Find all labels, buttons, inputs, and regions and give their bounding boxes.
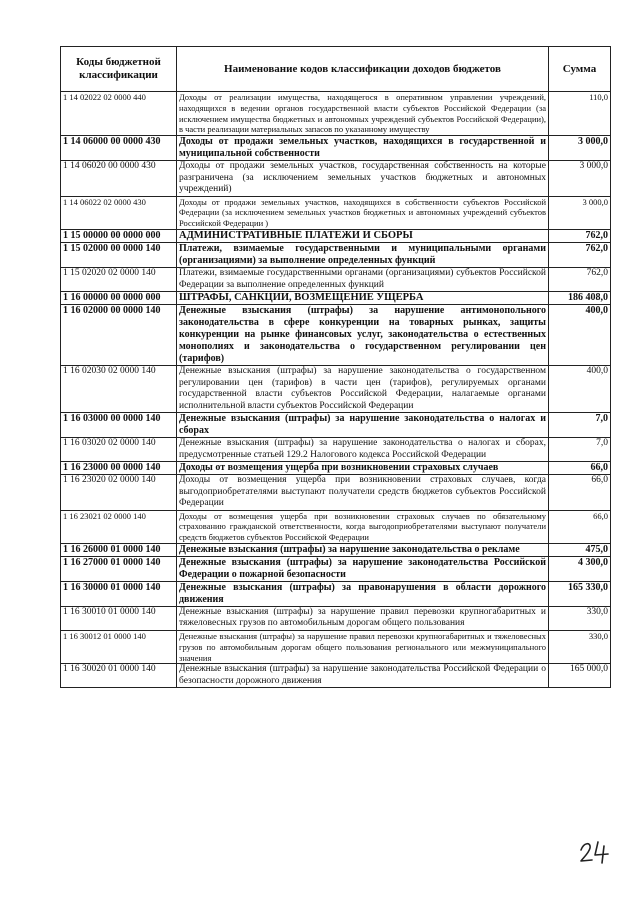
table-row (61, 438, 611, 462)
row-name: Доходы от возмещения ущерба при возникновении страховых случаев, когда выгодоприобретателями выступают получатели средств бюджетов субъектов Российской Федерации (177, 475, 549, 511)
row-code: 1 16 00000 00 0000 000 (61, 292, 177, 305)
header-sum: Сумма (549, 47, 611, 92)
row-name: Денежные взыскания (штрафы) за правонарушения в области дорожного движения (177, 581, 549, 606)
row-name: Денежные взыскания (штрафы) за нарушение законодательства о налогах и сборах (177, 413, 549, 438)
row-code: 1 16 23021 02 0000 140 (61, 510, 177, 543)
table-header-row (61, 47, 611, 92)
table-row (61, 462, 611, 475)
row-sum: 3 000,0 (549, 161, 611, 197)
row-sum: 66,0 (549, 510, 611, 543)
row-name: Платежи, взимаемые государственными органами (организациями) субъектов Российской Федерации за выполнение определенных функций (177, 268, 549, 292)
row-name: Доходы от возмещения ущерба при возникновении страховых случаев по обязательному страхованию гражданской ответственности, когда выгодоприобретателями выступают получатели средств бюджетов субъектов Российской Федерации (177, 510, 549, 543)
row-sum: 330,0 (549, 606, 611, 630)
row-name: Денежные взыскания (штрафы) за нарушение законодательства Российской Федерации о безопасности дорожного движения (177, 664, 549, 688)
row-code: 1 16 26000 01 0000 140 (61, 543, 177, 556)
row-name: Доходы от продажи земельных участков, находящихся в собственности субъектов Российской Федерации (за исключением земельных участков бюджетных и автономных учреждений субъектов Российской Федерации ) (177, 196, 549, 229)
row-code: 1 16 02030 02 0000 140 (61, 366, 177, 413)
table-row (61, 92, 611, 136)
row-sum: 400,0 (549, 305, 611, 366)
row-name: Денежные взыскания (штрафы) за нарушение правил перевозки крупногабаритных и тяжеловесных грузов по автомобильным дорогам общего пользования регионального или межмуниципального значения (177, 630, 549, 663)
row-code: 1 16 02000 00 0000 140 (61, 305, 177, 366)
row-name: Платежи, взимаемые государственными и муниципальными органами (организациями) за выполнение определенных функций (177, 243, 549, 268)
row-name: Денежные взыскания (штрафы) за нарушение законодательства о налогах и сборах, предусмотренные статьей 129.2 Налогового кодекса Российской Федерации (177, 438, 549, 462)
table-row (61, 664, 611, 688)
row-code: 1 16 23000 00 0000 140 (61, 462, 177, 475)
revenue-classification-table (60, 46, 611, 688)
table-row (61, 196, 611, 229)
row-name: Денежные взыскания (штрафы) за нарушение правил перевозки крупногабаритных и тяжеловесных грузов по автомобильным дорогам общего пользования (177, 606, 549, 630)
handwritten-page-number (578, 838, 612, 864)
table-row (61, 630, 611, 663)
table-row (61, 292, 611, 305)
row-code: 1 14 02022 02 0000 440 (61, 92, 177, 136)
row-name: Доходы от продажи земельных участков, находящихся в государственной и муниципальной собственности (177, 136, 549, 161)
row-code: 1 14 06000 00 0000 430 (61, 136, 177, 161)
table-row (61, 510, 611, 543)
row-sum: 330,0 (549, 630, 611, 663)
table-row (61, 268, 611, 292)
table-row (61, 543, 611, 556)
row-sum: 7,0 (549, 413, 611, 438)
row-code: 1 16 30010 01 0000 140 (61, 606, 177, 630)
row-sum: 3 000,0 (549, 136, 611, 161)
row-code: 1 16 30020 01 0000 140 (61, 664, 177, 688)
row-sum: 165 330,0 (549, 581, 611, 606)
row-sum: 762,0 (549, 268, 611, 292)
row-code: 1 15 00000 00 0000 000 (61, 230, 177, 243)
row-sum: 3 000,0 (549, 196, 611, 229)
row-sum: 400,0 (549, 366, 611, 413)
row-code: 1 16 30012 01 0000 140 (61, 630, 177, 663)
row-sum: 762,0 (549, 243, 611, 268)
row-sum: 762,0 (549, 230, 611, 243)
row-name: Доходы от продажи земельных участков, государственная собственность на которые разграничена (за исключением земельных участков бюджетных и автономных учреждений) (177, 161, 549, 197)
table-row (61, 243, 611, 268)
row-code: 1 16 03020 02 0000 140 (61, 438, 177, 462)
table-row (61, 305, 611, 366)
row-code: 1 16 30000 01 0000 140 (61, 581, 177, 606)
table-row (61, 475, 611, 511)
row-sum: 4 300,0 (549, 556, 611, 581)
row-name: Доходы от реализации имущества, находящегося в оперативном управлении учреждений, находящихся в ведении органов государственной власти субъектов Российской Федерации (за исключением имущества бюджетных и автономных учреждений субъектов Российской Федерации), в части реализации материальных запасов по указанному имуществу (177, 92, 549, 136)
row-code: 1 15 02000 00 0000 140 (61, 243, 177, 268)
row-name: ШТРАФЫ, САНКЦИИ, ВОЗМЕЩЕНИЕ УЩЕРБА (177, 292, 549, 305)
row-name: АДМИНИСТРАТИВНЫЕ ПЛАТЕЖИ И СБОРЫ (177, 230, 549, 243)
table-row (61, 581, 611, 606)
row-code: 1 16 23020 02 0000 140 (61, 475, 177, 511)
row-name: Денежные взыскания (штрафы) за нарушение законодательства Российской Федерации о пожарной безопасности (177, 556, 549, 581)
table-row (61, 413, 611, 438)
row-sum: 66,0 (549, 462, 611, 475)
row-code: 1 16 27000 01 0000 140 (61, 556, 177, 581)
table-row (61, 366, 611, 413)
row-name: Денежные взыскания (штрафы) за нарушение антимонопольного законодательства в сфере конкуренции на товарных рынках, защиты конкуренции на рынке финансовых услуг, законодательства о естественных монополиях и законодательства о государственном регулировании цен (тарифов) (177, 305, 549, 366)
header-code: Коды бюджетной классификации (61, 47, 177, 92)
row-code: 1 14 06020 00 0000 430 (61, 161, 177, 197)
table-row (61, 606, 611, 630)
table-row (61, 161, 611, 197)
row-name: Денежные взыскания (штрафы) за нарушение законодательства о рекламе (177, 543, 549, 556)
row-sum: 110,0 (549, 92, 611, 136)
row-name: Доходы от возмещения ущерба при возникновении страховых случаев (177, 462, 549, 475)
row-code: 1 16 03000 00 0000 140 (61, 413, 177, 438)
row-sum: 186 408,0 (549, 292, 611, 305)
row-sum: 7,0 (549, 438, 611, 462)
row-code: 1 14 06022 02 0000 430 (61, 196, 177, 229)
table-row (61, 230, 611, 243)
row-code: 1 15 02020 02 0000 140 (61, 268, 177, 292)
table-row (61, 556, 611, 581)
row-sum: 475,0 (549, 543, 611, 556)
row-name: Денежные взыскания (штрафы) за нарушение законодательства о государственном регулировании цен (тарифов) в части цен (тарифов), регулируемых органами государственной власти субъектов Российской Федерации, налагаемые органами исполнительной власти субъектов Российской Федерации (177, 366, 549, 413)
row-sum: 66,0 (549, 475, 611, 511)
table-row (61, 136, 611, 161)
row-sum: 165 000,0 (549, 664, 611, 688)
header-name: Наименование кодов классификации доходов бюджетов (177, 47, 549, 92)
